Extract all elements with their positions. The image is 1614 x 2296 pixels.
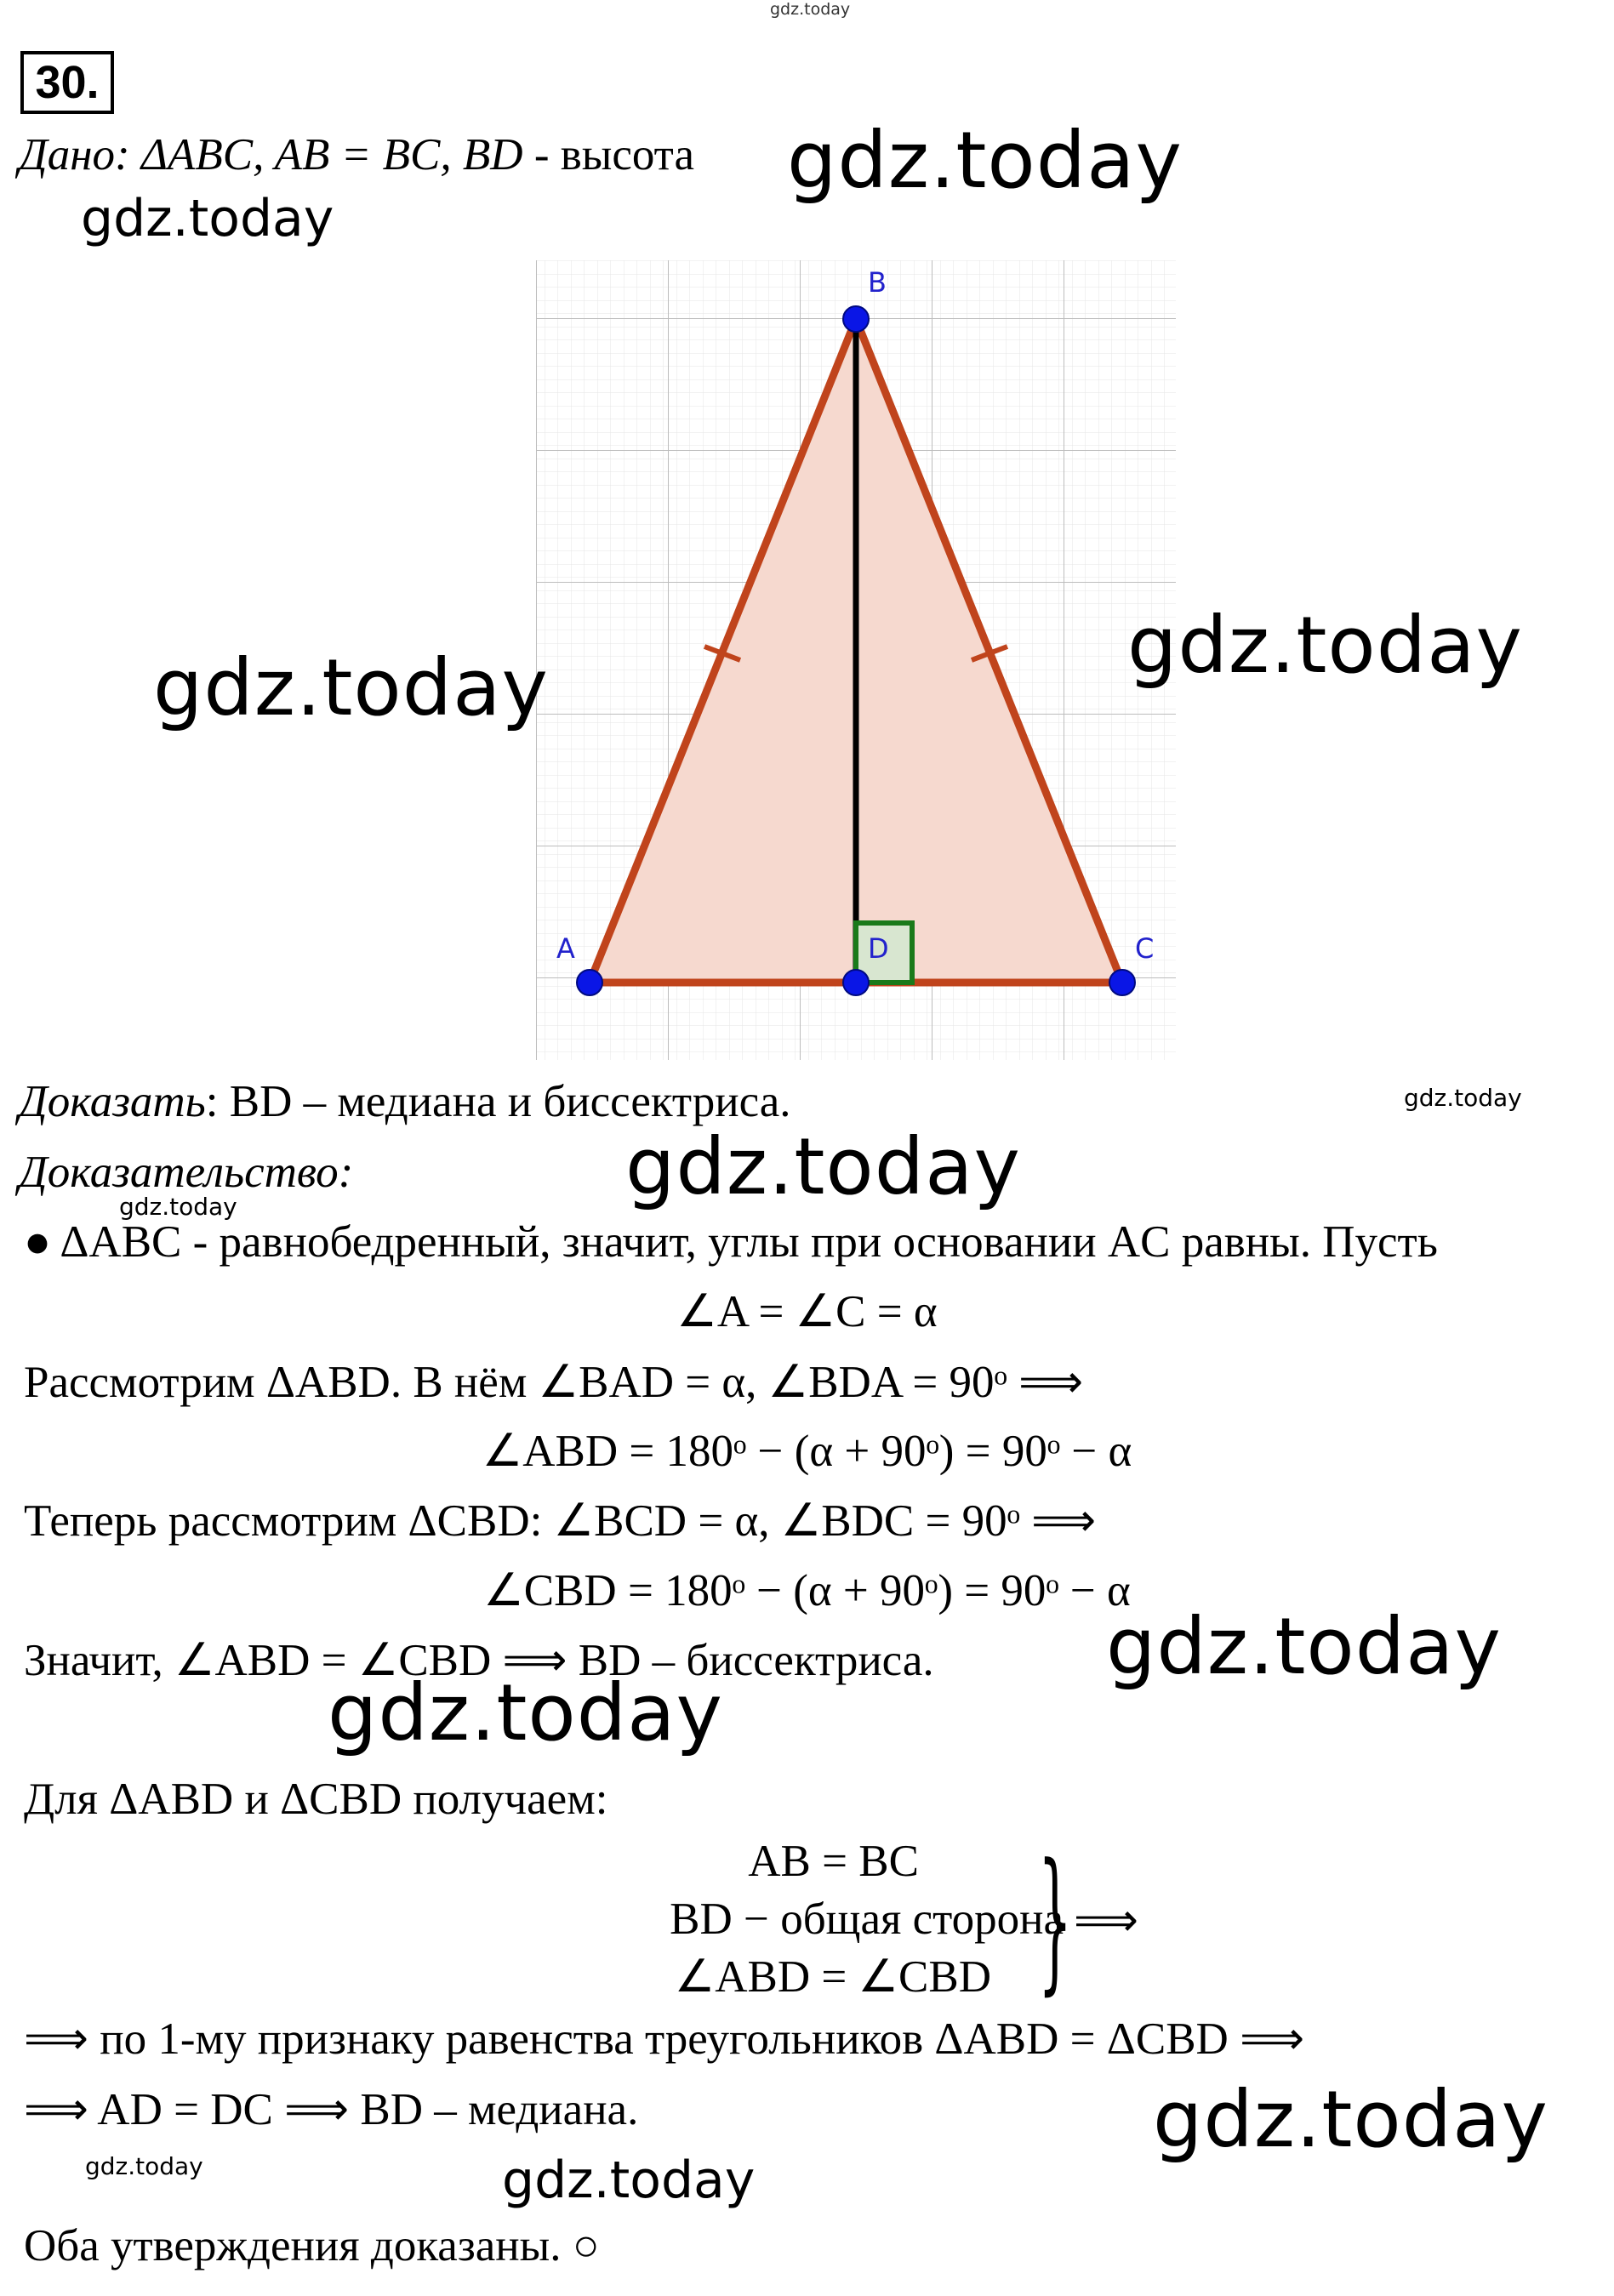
prove-line (19, 1076, 791, 1127)
label-d: D (868, 932, 889, 965)
proof-line-9: ⟹ по 1-му признаку равенства треугольников ΔABD = ΔCBD ⟹ (24, 2014, 1305, 2064)
watermark: gdz.today (85, 2152, 203, 2180)
watermark: gdz.today (1127, 600, 1523, 691)
point-a (577, 970, 602, 995)
triangle-figure (528, 255, 1183, 1063)
label-a: A (556, 932, 575, 965)
system-row-2: BD − общая сторона (670, 1894, 1064, 1944)
system-row-1: AB = BC (748, 1837, 919, 1886)
watermark: gdz.today (1153, 2074, 1548, 2165)
proof-line-8: Для ΔABD и ΔCBD получаем: (24, 1775, 608, 1824)
given-tail: - высота (522, 130, 695, 179)
prove-label: Доказать (19, 1077, 206, 1126)
watermark: gdz.today (81, 189, 334, 248)
given-line (19, 129, 694, 180)
proof-line-3: Рассмотрим ΔABD. В нём ∠BAD = α, ∠BDA = 90ᵒ ⟹ (24, 1358, 1084, 1407)
proof-line-7: Значит, ∠ABD = ∠CBD ⟹ BD – биссектриса. (24, 1636, 934, 1685)
label-b: B (868, 266, 887, 299)
task-number: 30. (20, 51, 114, 114)
watermark: gdz.today (1404, 1084, 1522, 1112)
watermark: gdz.today (328, 1667, 723, 1758)
watermark: gdz.today (1106, 1601, 1502, 1692)
proof-line-10: ⟹ AD = DC ⟹ BD – медиана. (24, 2085, 639, 2134)
system-brace: } (1038, 1832, 1073, 2009)
watermark: gdz.today (787, 115, 1183, 206)
proof-line-4: ∠ABD = 180ᵒ − (α + 90ᵒ) = 90ᵒ − α (482, 1427, 1132, 1476)
proof-line-5: Теперь рассмотрим ΔCBD: ∠BCD = α, ∠BDC = 90ᵒ ⟹ (24, 1496, 1097, 1546)
watermark: gdz.today (153, 642, 549, 733)
system-implies: ⟹ (1074, 1896, 1138, 1946)
point-c (1109, 970, 1135, 995)
watermark: gdz.today (625, 1121, 1021, 1212)
system-row-3: ∠ABD = ∠CBD (674, 1952, 991, 2002)
proof-line-6: ∠CBD = 180ᵒ − (α + 90ᵒ) = 90ᵒ − α (483, 1566, 1131, 1615)
equality-system (553, 1833, 1064, 2012)
watermark-top: gdz.today (770, 0, 851, 19)
proof-label: Доказательство: (19, 1148, 354, 1197)
proof-line-2: ∠A = ∠C = α (676, 1287, 938, 1336)
proof-conclusion: Оба утверждения доказаны. ○ (24, 2221, 600, 2270)
label-c: C (1135, 932, 1155, 965)
given-statement: : ΔABC, AB = BC, BD (115, 130, 523, 179)
watermark: gdz.today (119, 1193, 237, 1221)
given-label: Дано (19, 130, 116, 179)
prove-statement: : BD – медиана и биссектриса. (205, 1077, 791, 1126)
point-d (843, 970, 869, 995)
watermark: gdz.today (502, 2151, 756, 2210)
point-b (843, 306, 869, 332)
proof-line-1: ● ΔABC - равнобедренный, значит, углы при основании AC равны. Пусть (24, 1217, 1438, 1267)
